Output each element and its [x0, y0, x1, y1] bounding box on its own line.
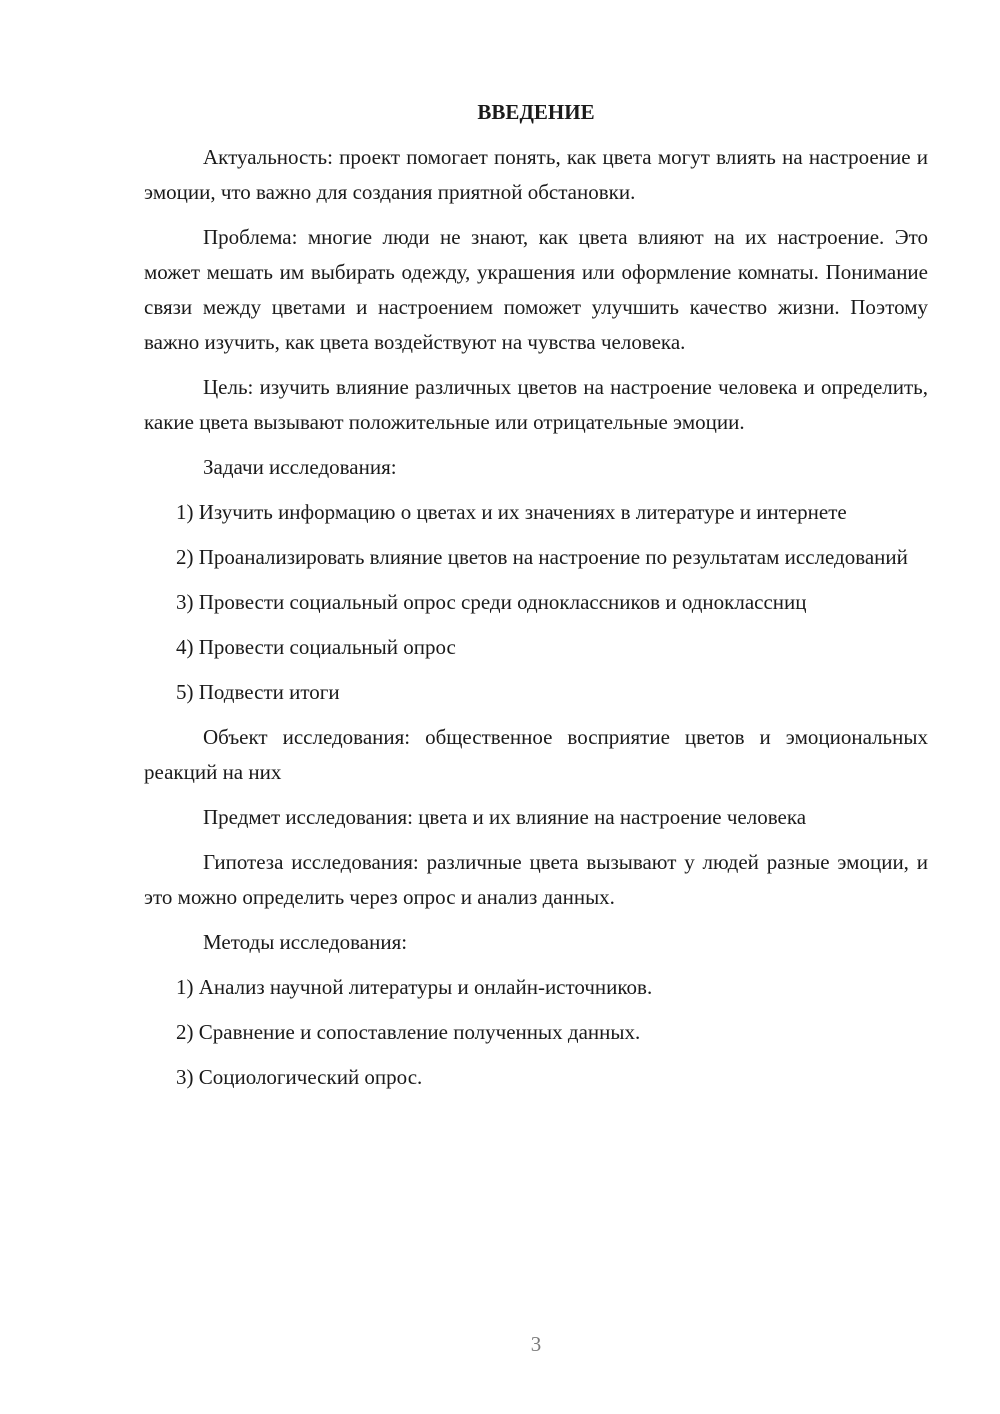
page-number: 3	[530, 1332, 542, 1356]
methods-heading: Методы исследования:	[203, 930, 408, 954]
goal-paragraph: Цель: изучить влияние различных цветов на настроение человека и определить, какие цвета вызывают положительные или отрицательные эмоции.	[144, 375, 928, 434]
page-title: ВВЕДЕНИЕ	[477, 100, 595, 124]
subject-paragraph: Предмет исследования: цвета и их влияние на настроение человека	[203, 805, 807, 829]
task-item-2: 2) Проанализировать влияние цветов на настроение по результатам исследований	[176, 545, 908, 569]
method-item-2: 2) Сравнение и сопоставление полученных данных.	[176, 1020, 641, 1044]
object-paragraph: Объект исследования: общественное восприятие цветов и эмоциональных реакций на них	[144, 725, 928, 784]
hypothesis-paragraph: Гипотеза исследования: различные цвета вызывают у людей разные эмоции, и это можно определить через опрос и анализ данных.	[144, 850, 928, 909]
page-content	[144, 95, 928, 1105]
task-item-1: 1) Изучить информацию о цветах и их значениях в литературе и интернете	[176, 500, 847, 524]
method-item-1: 1) Анализ научной литературы и онлайн-источников.	[176, 975, 653, 999]
problem-paragraph: Проблема: многие люди не знают, как цвета влияют на их настроение. Это может мешать им выбирать одежду, украшения или оформление комнаты. Понимание связи между цветами и настроением поможет улучшить качество жизни. Поэтому важно изучить, как цвета воздействуют на чувства человека.	[144, 225, 928, 354]
task-item-5: 5) Подвести итоги	[176, 680, 340, 704]
method-item-3: 3) Социологический опрос.	[176, 1065, 423, 1089]
task-item-4: 4) Провести социальный опрос	[176, 635, 456, 659]
tasks-heading: Задачи исследования:	[203, 455, 397, 479]
relevance-paragraph: Актуальность: проект помогает понять, как цвета могут влиять на настроение и эмоции, что важно для создания приятной обстановки.	[144, 145, 928, 204]
task-item-3: 3) Провести социальный опрос среди одноклассников и одноклассниц	[176, 590, 807, 614]
